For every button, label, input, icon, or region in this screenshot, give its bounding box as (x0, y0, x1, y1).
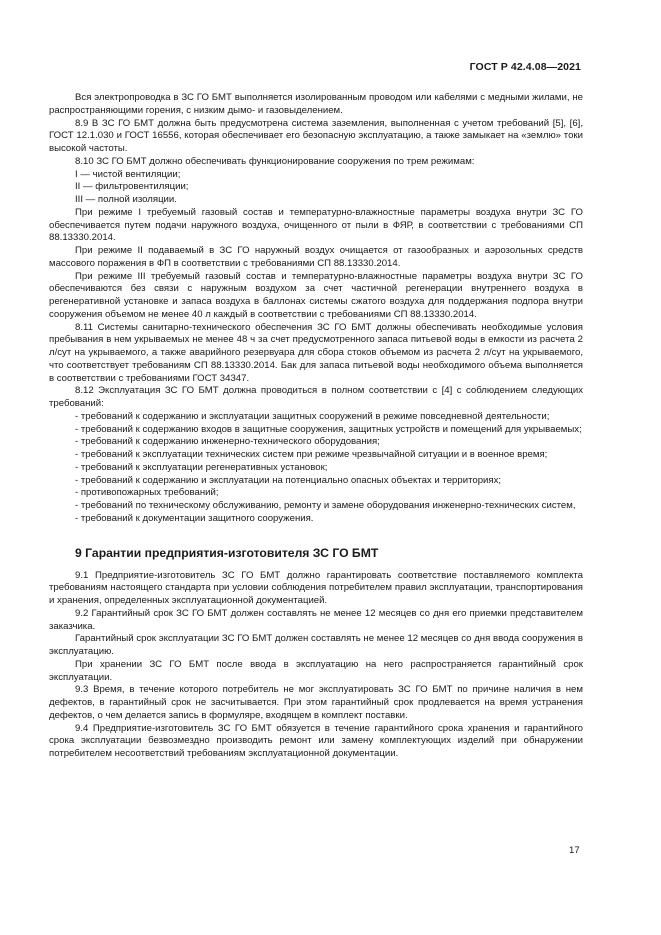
paragraph: Гарантийный срок эксплуатации ЗС ГО БМТ должен составлять не менее 12 месяцев со дня ввода сооружения в эксплуатацию. (49, 633, 583, 657)
paragraph: I — чистой вентиляции; (75, 168, 181, 180)
paragraph: - требований к эксплуатации технических систем при режиме чрезвычайной ситуации и в военное время; (75, 449, 548, 460)
paragraph: При режиме II подаваемый в ЗС ГО наружный воздух очищается от газообразных и аэрозольных средств массового поражения в ФП в соответствии с требованиями СП 88.13330.2014. (49, 245, 583, 269)
paragraph: При хранении ЗС ГО БМТ после ввода в эксплуатацию на него распространяется гарантийный срок эксплуатации. (49, 658, 583, 683)
page-number: 17 (569, 845, 580, 856)
paragraph: 9.1 Предприятие-изготовитель ЗС ГО БМТ должно гарантировать соответствие поставляемого комплекта требованиям настоящего стандарта при условии соблюдения потребителем правил эксплуатации, транспортирования и хранения, определенных эксплуатационной документацией. (49, 569, 583, 606)
paragraph: 9.2 Гарантийный срок ЗС ГО БМТ должен составлять не менее 12 месяцев со дня его приемки представителем заказчика. (49, 607, 583, 632)
paragraph: - требований к эксплуатации регенеративных установок; (75, 461, 328, 473)
paragraph: 8.10 ЗС ГО БМТ должно обеспечивать функционирование сооружения по трем режимам: (75, 155, 475, 167)
paragraph: III — полной изоляции. (75, 194, 177, 205)
paragraph: При режиме III требуемый газовый состав и температурно-влажностные параметры воздуха внутри ЗС ГО обеспечиваются без связи с наружным воздухом за счет частичной регенерации внутреннего воздуха в регенеративной установке и запаса воздуха в баллонах системы сжатого воздуха для поддержания подпора внутри сооружения объемом не менее 40 л каждый в соответствии с требованиями СП 88.13330.2014. (49, 270, 583, 320)
paragraph: 9.3 Время, в течение которого потребитель не мог эксплуатировать ЗС ГО БМТ по причине наличия в нем дефектов, в гарантийный срок не засчитывается. При этом гарантийный срок продлевается на время устранения дефектов, о чем делается запись в формуляре, входящем в комплект поставки. (49, 684, 583, 721)
paragraph: - требований к содержанию инженерно-технического оборудования; (75, 436, 380, 448)
paragraph: II — фильтровентиляции; (75, 181, 189, 193)
section-9-heading: 9 Гарантии предприятия-изготовителя ЗС ГО БМТ (75, 545, 379, 560)
paragraph: - требований к содержанию и эксплуатации защитных сооружений в режиме повседневной деятельности; (75, 410, 550, 422)
paragraph: 9.4 Предприятие-изготовитель ЗС ГО БМТ обязуется в течение гарантийного срока хранения и гарантийного срока эксплуатации безвозмездно производить ремонт или замену комплектующих изделий при обнаружении потребителем несоответствий требованиям эксплуатационной документации. (49, 722, 583, 759)
paragraph: - требований к содержанию входов в защитные сооружения, защитных устройств и помещений для укрываемых; (75, 423, 582, 435)
document-body (49, 92, 583, 761)
paragraphs-top (49, 92, 583, 526)
document-id-header: ГОСТ Р 42.4.08—2021 (469, 61, 581, 73)
paragraph: - требований по техническому обслуживанию, ремонту и замене оборудования инженерно-технических систем, (75, 500, 576, 511)
paragraph: - требований к документации защитного сооружения. (75, 512, 314, 524)
paragraph: 8.9 В ЗС ГО БМТ должна быть предусмотрена система заземления, выполненная с учетом требований [5], [6], ГОСТ 12.1.030 и ГОСТ 16556, которая обеспечивает его безопасную эксплуатацию, а также замыкает на «землю» токи высокой частоты. (49, 117, 583, 154)
paragraph: 8.12 Эксплуатация ЗС ГО БМТ должна проводиться в полном соответствии с [4] с соблюдением следующих требований: (49, 385, 583, 409)
paragraph: 8.11 Системы санитарно-технического обеспечения ЗС ГО БМТ должны обеспечивать необходимые условия пребывания в нем укрываемых не менее 48 ч за счет предусмотренного запаса питьевой воды в емкости из расчета 2 л/сут на укрываемого, а также аварийного резервуара для сбора стоков объемом из расчета 2 л/сут на укрываемого, что соответствует требованиям СП 88.13330.2014. Бак для запаса питьевой воды необходимого объема выполняется в соответствии с требованиями ГОСТ 34347. (49, 321, 583, 384)
paragraph: Вся электропроводка в ЗС ГО БМТ выполняется изолированным проводом или кабелями с медными жилами, не распространяющими горения, с низким дымо- и газовыделением. (49, 92, 583, 116)
paragraphs-bottom (49, 570, 583, 761)
paragraph: - противопожарных требований; (75, 487, 219, 499)
paragraph: При режиме I требуемый газовый состав и температурно-влажностные параметры воздуха внутри ЗС ГО обеспечивается путем подачи наружного воздуха, очищенного от пыли в ФЯР, в соответствии с требованиями СП 88.13330.2014. (49, 206, 583, 244)
paragraph: - требований к содержанию и эксплуатации на потенциально опасных объектах и территориях; (75, 474, 502, 486)
